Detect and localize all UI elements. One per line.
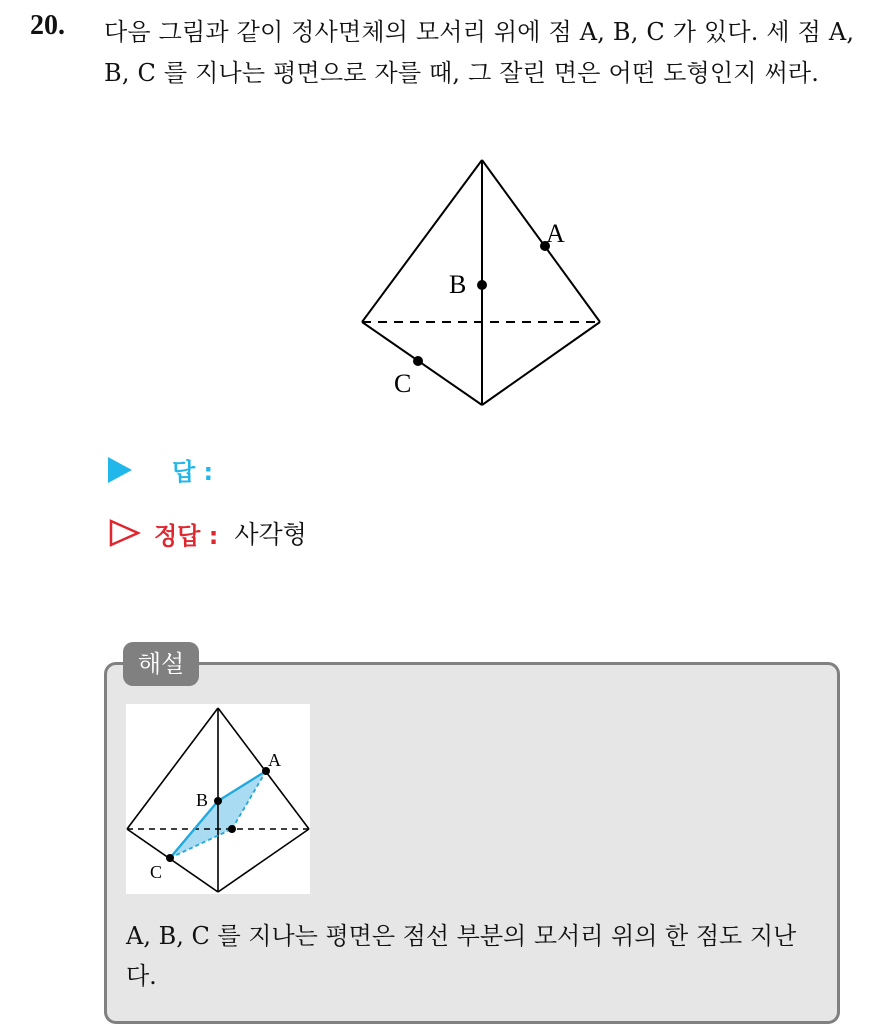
correct-answer-label: 정답 : (154, 521, 219, 550)
correct-answer-row (108, 515, 307, 551)
explanation-figure (126, 704, 310, 894)
question-text: 다음 그림과 같이 정사면체의 모서리 위에 점 A, B, C 가 있다. 세 점 A, B, C 를 지나는 평면으로 자를 때, 그 잘린 면은 어떤 도형인지 써라. (104, 18, 855, 87)
edge-apex-right (482, 160, 600, 322)
expl-label-a: A (268, 750, 281, 770)
tetrahedron-figure (340, 150, 620, 420)
answer-row (108, 452, 213, 487)
answer-label: 답 : (172, 458, 214, 486)
edge-right-front (482, 322, 600, 405)
explanation-text: A, B, C 를 지나는 평면은 점선 부분의 모서리 위의 한 점도 지난다. (126, 922, 797, 990)
expl-label-b: B (196, 790, 209, 810)
label-c: C (394, 369, 412, 398)
play-outline-icon (108, 518, 142, 548)
explanation-tag: 해설 (123, 642, 199, 686)
label-a: A (546, 219, 565, 248)
correct-answer-value: 사각형 (234, 520, 307, 549)
play-filled-icon (108, 457, 132, 483)
point-b (477, 280, 487, 290)
label-b: B (449, 270, 467, 299)
expl-label-c: C (150, 862, 163, 882)
question-number: 20. (30, 10, 65, 41)
point-c (413, 356, 423, 366)
